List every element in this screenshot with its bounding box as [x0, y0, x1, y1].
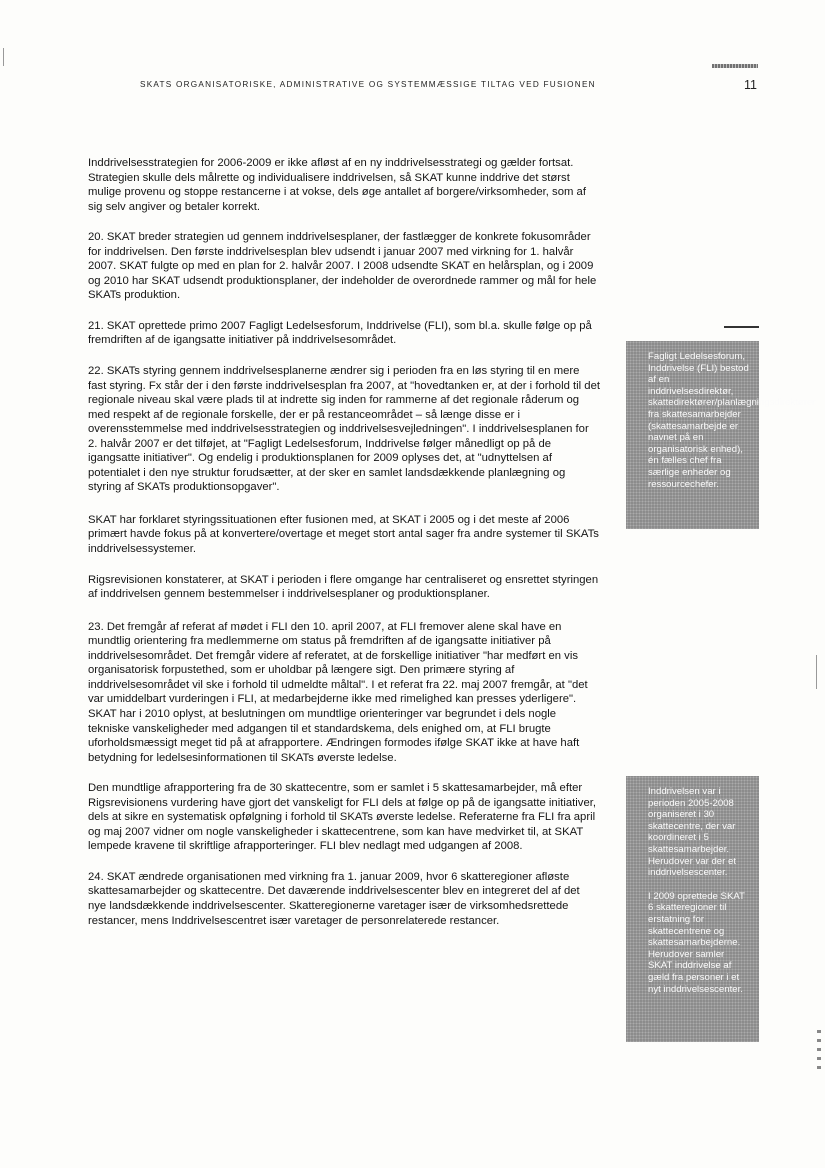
- scan-edge-mark-right: [816, 655, 817, 689]
- paragraph-rigsrevisionen: Rigsrevisionen konstaterer, at SKAT i perioden i flere omgange har centraliseret og ensrettet styringen af inddrivelsen gennem bestemmelser i inddrivelsesplaner og produktionsplaner.: [88, 573, 599, 601]
- paragraph-22: 22. SKATs styring gennem inddrivelsesplanerne ændrer sig i perioden fra en løs styring til en mere fast styring. Fx står der i den første inddrivelsesplan fra 2007, at "hovedtanken er, at der i forhold til det regionale niveau skal være plads til at indrette sig inden for rammerne af det regionale råderum og med respekt af de regionale forskelle, der er på restanceområdet – så længe disse er i overensstemmelse med inddrivelsesstrategien og inddrivelsesvejledningen". I inddrivelsesplanen for 2. halvår 2007 er det tilføjet, at "Fagligt Ledelsesforum, Inddrivelse følger månedligt op på de igangsatte initiativer". Og endelig i produktionsplanen for 2009 oplyses det, at "udnyttelsen af potentialet i den nye struktur forudsætter, at der sker en samlet landsdækkende planlægning og styring af SKATs produktionsopgaver".: [88, 365, 601, 494]
- sidebar-box-fli: [626, 341, 816, 529]
- sidebar-gap: [648, 879, 751, 891]
- sidebar-rule: [724, 326, 759, 328]
- sidebar-text-2005: Inddrivelsen var i perioden 2005-2008 organiseret i 30 skattecentre, der var koordineret i 5 skattesamarbejder. Herudover var der et inddrivelsescenter.: [648, 786, 736, 879]
- paragraph-strategy: Inddrivelsesstrategien for 2006-2009 er ikke afløst af en ny inddrivelsesstrategi og gælder fortsat. Strategien skulle dels målrette og individualisere inddrivelsen, så SKAT kunne inddrive det størst mulige provenu og stoppe restancerne i at vokse, dels øge antallet af borgere/virksomheder, som af sig selv angiver og betaler korrekt.: [88, 157, 586, 213]
- scan-stamp: [712, 64, 758, 68]
- main-text-column: [88, 156, 600, 928]
- page-number: 11: [744, 78, 757, 92]
- paragraph-skat-explanation: SKAT har forklaret styringssituationen efter fusionen med, at SKAT i 2005 og i det meste af 2006 primært havde fokus på at konvertere/overtage et meget stort antal sager fra andre systemer til SKATs inddrivelsessystemer.: [88, 513, 599, 556]
- scan-edge-mark: [3, 48, 4, 66]
- paragraph-20: 20. SKAT breder strategien ud gennem inddrivelsesplaner, der fastlægger de konkrete fokusområder for inddrivelsen. Den første inddrivelsesplan blev udsendt i januar 2007 med virkning for 1. halvår 2007. SKAT fulgte op med en plan for 2. halvår 2007. I 2008 udsendte SKAT en helårsplan, og i 2009 og 2010 har SKAT udsendt produktionsplaner, der indeholder de overordnede rammer og mål for hele SKATs produktion.: [88, 231, 597, 302]
- sidebar-box-organisation: [626, 776, 759, 1042]
- sidebar-text-2009: I 2009 oprettede SKAT 6 skatteregioner til erstatning for skattecentrene og skattesamarbejderne. Herudover samler SKAT inddrivelse af gæld fra personer i et nyt inddrivelsescenter.: [648, 890, 745, 995]
- paragraph-24: 24. SKAT ændrede organisationen med virkning fra 1. januar 2009, hvor 6 skatteregioner afløste skattesamarbejder og skattecentre. Det daværende inddrivelsescenter blev en integreret del af det nye landsdækkende inddrivelsescenter. Skatteregionerne varetager især de virksomhedsrettede restancer, mens Inddrivelsescentret især varetager de personrelaterede restancer.: [88, 870, 580, 927]
- scan-dash-marks: [817, 1030, 821, 1070]
- sidebar-text-fli: Fagligt Ledelsesforum, Inddrivelse (FLI) bestod af en inddrivelsesdirektør, skattedirektører/planlægningsdirektører fra skattesamarbejder (skattesamarbejde er navnet på en organisatorisk enhed), én fælles chef fra særlige enheder og ressourcechefer.: [648, 351, 816, 490]
- paragraph-21: 21. SKAT oprettede primo 2007 Fagligt Ledelsesforum, Inddrivelse (FLI), som bl.a. skulle følge op på fremdriften af de igangsatte initiativer på inddrivelsesområdet.: [88, 319, 592, 347]
- paragraph-23: 23. Det fremgår af referat af mødet i FLI den 10. april 2007, at FLI fremover alene skal have en mundtlig orientering fra medlemmerne om status på fremdriften af de igangsatte initiativer på inddrivelsesområdet. Det fremgår videre af referatet, at de forskellige initiativer "har medført en vis organisatorisk forpustethed, som er uholdbar på længere sigt. Den primære styring af inddrivelsesområdet vil ske i forhold til udmeldte måltal". I et referat fra 22. maj 2007 fremgår, at "det var umiddelbart vurderingen i FLI, at medarbejderne ikke med rimelighed kan presses yderligere". SKAT har i 2010 oplyst, at beslutningen om mundtlige orienteringer var begrundet i dels nogle tekniske vanskeligheder med adgangen til et standardskema, dels enighed om, at FLI brugte uforholdsmæssigt meget tid på at afrapportere. Ændringen formodes ifølge SKAT ikke at have haft betydning for ledelsesinformationen til SKATs øverste ledelse.: [88, 620, 588, 764]
- running-header: SKATS ORGANISATORISKE, ADMINISTRATIVE OG SYSTEMMÆSSIGE TILTAG VED FUSIONEN: [140, 80, 596, 89]
- paragraph-mundtlige: Den mundtlige afrapportering fra de 30 skattecentre, som er samlet i 5 skattesamarbejder, må efter Rigsrevisionens vurdering have gjort det vanskeligt for FLI dels at følge op på de igangsatte initiativer, dels at sikre en systematisk opfølgning i forhold til SKATs øverste ledelse. Referaterne fra FLI fra april og maj 2007 vidner om nogle vanskeligheder i skattecentrene, som kan have medvirket til, at SKAT lempede kravene til skriftlige afrapporteringer. FLI blev nedlagt med udgangen af 2008.: [88, 782, 597, 853]
